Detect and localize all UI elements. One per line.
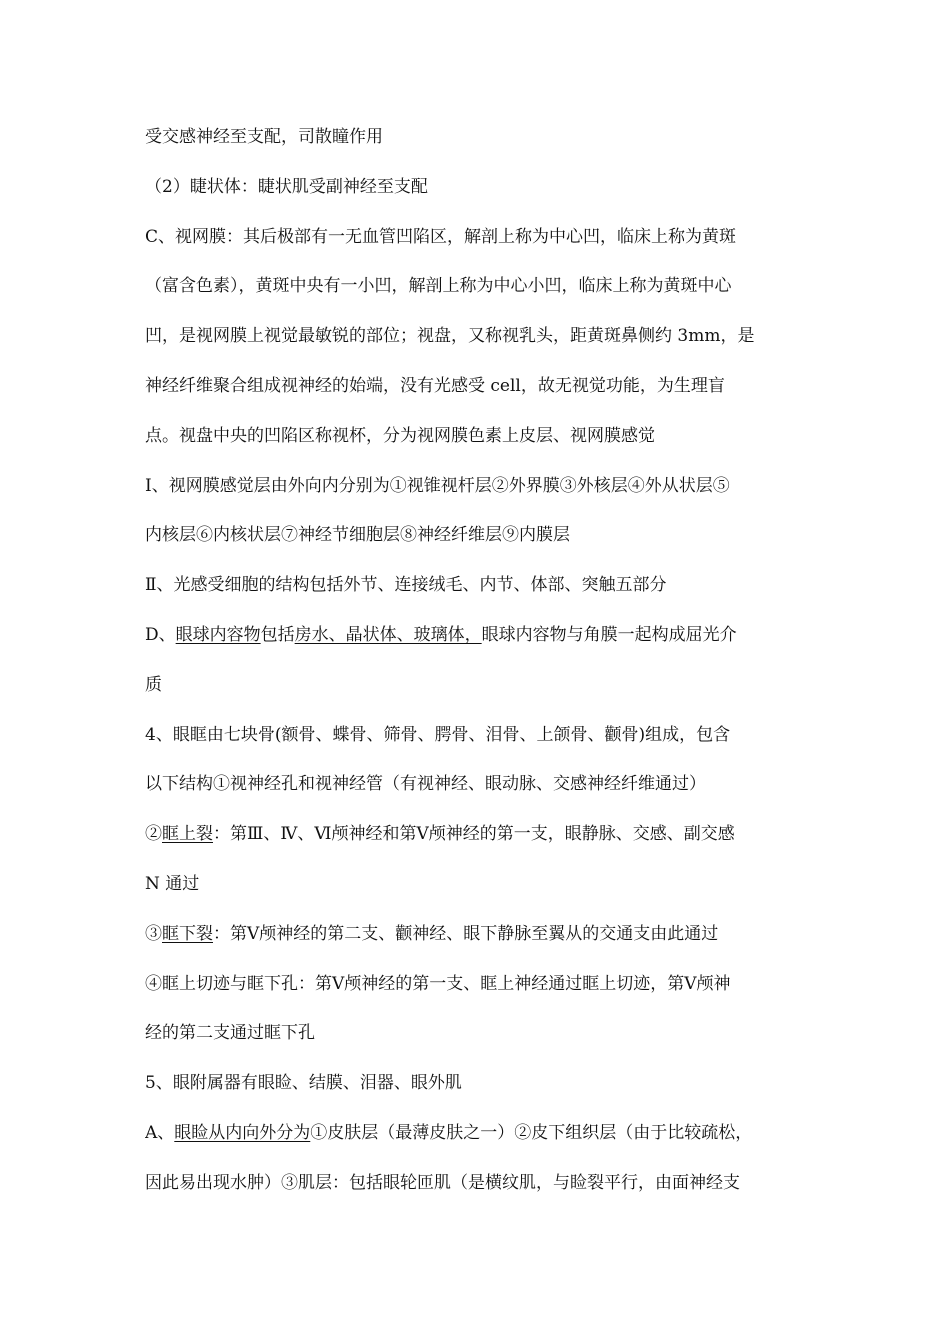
- text-segment: 凹，是视网膜上视觉最敏锐的部位；视盘，又称视乳头，距黄斑鼻侧约 3mm，是: [145, 326, 755, 347]
- text-line: [145, 611, 815, 661]
- text-segment: 受交感神经至支配，司散瞳作用: [145, 127, 383, 147]
- text-segment: 经的第二支通过眶下孔: [145, 1023, 315, 1044]
- text-line: [145, 163, 815, 213]
- text-line: [145, 113, 815, 163]
- text-line: [145, 860, 815, 910]
- text-line: [145, 1109, 815, 1159]
- text-segment: ①皮肤层（最薄皮肤之一）②皮下组织层（由于比较疏松，: [310, 1122, 753, 1143]
- text-line: [145, 1059, 815, 1109]
- text-line: [145, 362, 815, 412]
- text-segment: 因此易出现水肿）③肌层：包括眼轮匝肌（是横纹肌，与睑裂平行，由面神经支: [145, 1172, 740, 1193]
- text-segment: ②: [145, 824, 162, 845]
- text-line: [145, 711, 815, 761]
- text-line: [145, 312, 815, 362]
- text-line: [145, 960, 815, 1010]
- text-segment: ④眶上切迹与眶下孔：第Ⅴ颅神经的第一支、眶上神经通过眶上切迹，第Ⅴ颅神: [145, 973, 731, 994]
- text-line: [145, 910, 815, 960]
- text-segment: N 通过: [145, 873, 200, 894]
- text-line: [145, 462, 815, 512]
- text-segment: 4、眼眶由七块骨(额骨、蝶骨、筛骨、腭骨、泪骨、上颌骨、颧骨)组成，包含: [145, 724, 731, 745]
- underlined-term: 眶上裂: [162, 824, 213, 845]
- text-line: [145, 262, 815, 312]
- text-segment: 5、眼附属器有眼睑、结膜、泪器、眼外肌: [145, 1073, 462, 1094]
- underlined-term: 眶下裂: [162, 923, 213, 944]
- text-line: [145, 1159, 815, 1209]
- text-segment: 眼球内容物与角膜一起构成屈光介: [481, 624, 737, 645]
- text-line: [145, 1009, 815, 1059]
- text-segment: C、视网膜：其后极部有一无血管凹陷区，解剖上称为中心凹，临床上称为黄斑: [145, 226, 737, 247]
- text-segment: （富含色素），黄斑中央有一小凹，解剖上称为中心小凹，临床上称为黄斑中心: [145, 276, 732, 297]
- text-line: [145, 561, 815, 611]
- text-line: [145, 760, 815, 810]
- text-segment: A、: [145, 1122, 175, 1143]
- text-segment: Ⅱ、光感受细胞的结构包括外节、连接绒毛、内节、体部、突触五部分: [145, 575, 667, 596]
- text-segment: （2）睫状体：睫状肌受副神经至支配: [145, 176, 428, 197]
- text-segment: D、: [145, 624, 176, 645]
- text-segment: 以下结构①视神经孔和视神经管（有视神经、眼动脉、交感神经纤维通过）: [145, 774, 706, 795]
- underlined-term: 眼球内容物: [175, 624, 261, 645]
- document-body: [145, 113, 815, 1209]
- underlined-term: 房水、晶状体、玻璃体，: [294, 624, 482, 645]
- text-segment: Ⅰ、视网膜感觉层由外向内分别为①视锥视杆层②外界膜③外核层④外从状层⑤: [145, 475, 730, 496]
- text-line: [145, 810, 815, 860]
- text-segment: 点。视盘中央的凹陷区称视杯，分为视网膜色素上皮层、视网膜感觉: [145, 425, 655, 446]
- text-segment: ：第Ⅴ颅神经的第二支、颧神经、眼下静脉至翼从的交通支由此通过: [213, 923, 719, 944]
- text-line: [145, 511, 815, 561]
- text-line: [145, 412, 815, 462]
- text-segment: 质: [145, 674, 162, 695]
- text-segment: ③: [145, 923, 162, 944]
- text-segment: 神经纤维聚合组成视神经的始端，没有光感受 cell，故无视觉功能，为生理盲: [145, 375, 725, 396]
- underlined-term: 眼睑从内向外分为: [174, 1122, 311, 1143]
- text-segment: 内核层⑥内核状层⑦神经节细胞层⑧神经纤维层⑨内膜层: [145, 525, 570, 546]
- text-line: [145, 213, 815, 263]
- text-segment: 包括: [260, 624, 295, 645]
- text-segment: ：第Ⅲ、Ⅳ、Ⅵ颅神经和第Ⅴ颅神经的第一支，眼静脉、交感、副交感: [213, 824, 735, 845]
- text-line: [145, 661, 815, 711]
